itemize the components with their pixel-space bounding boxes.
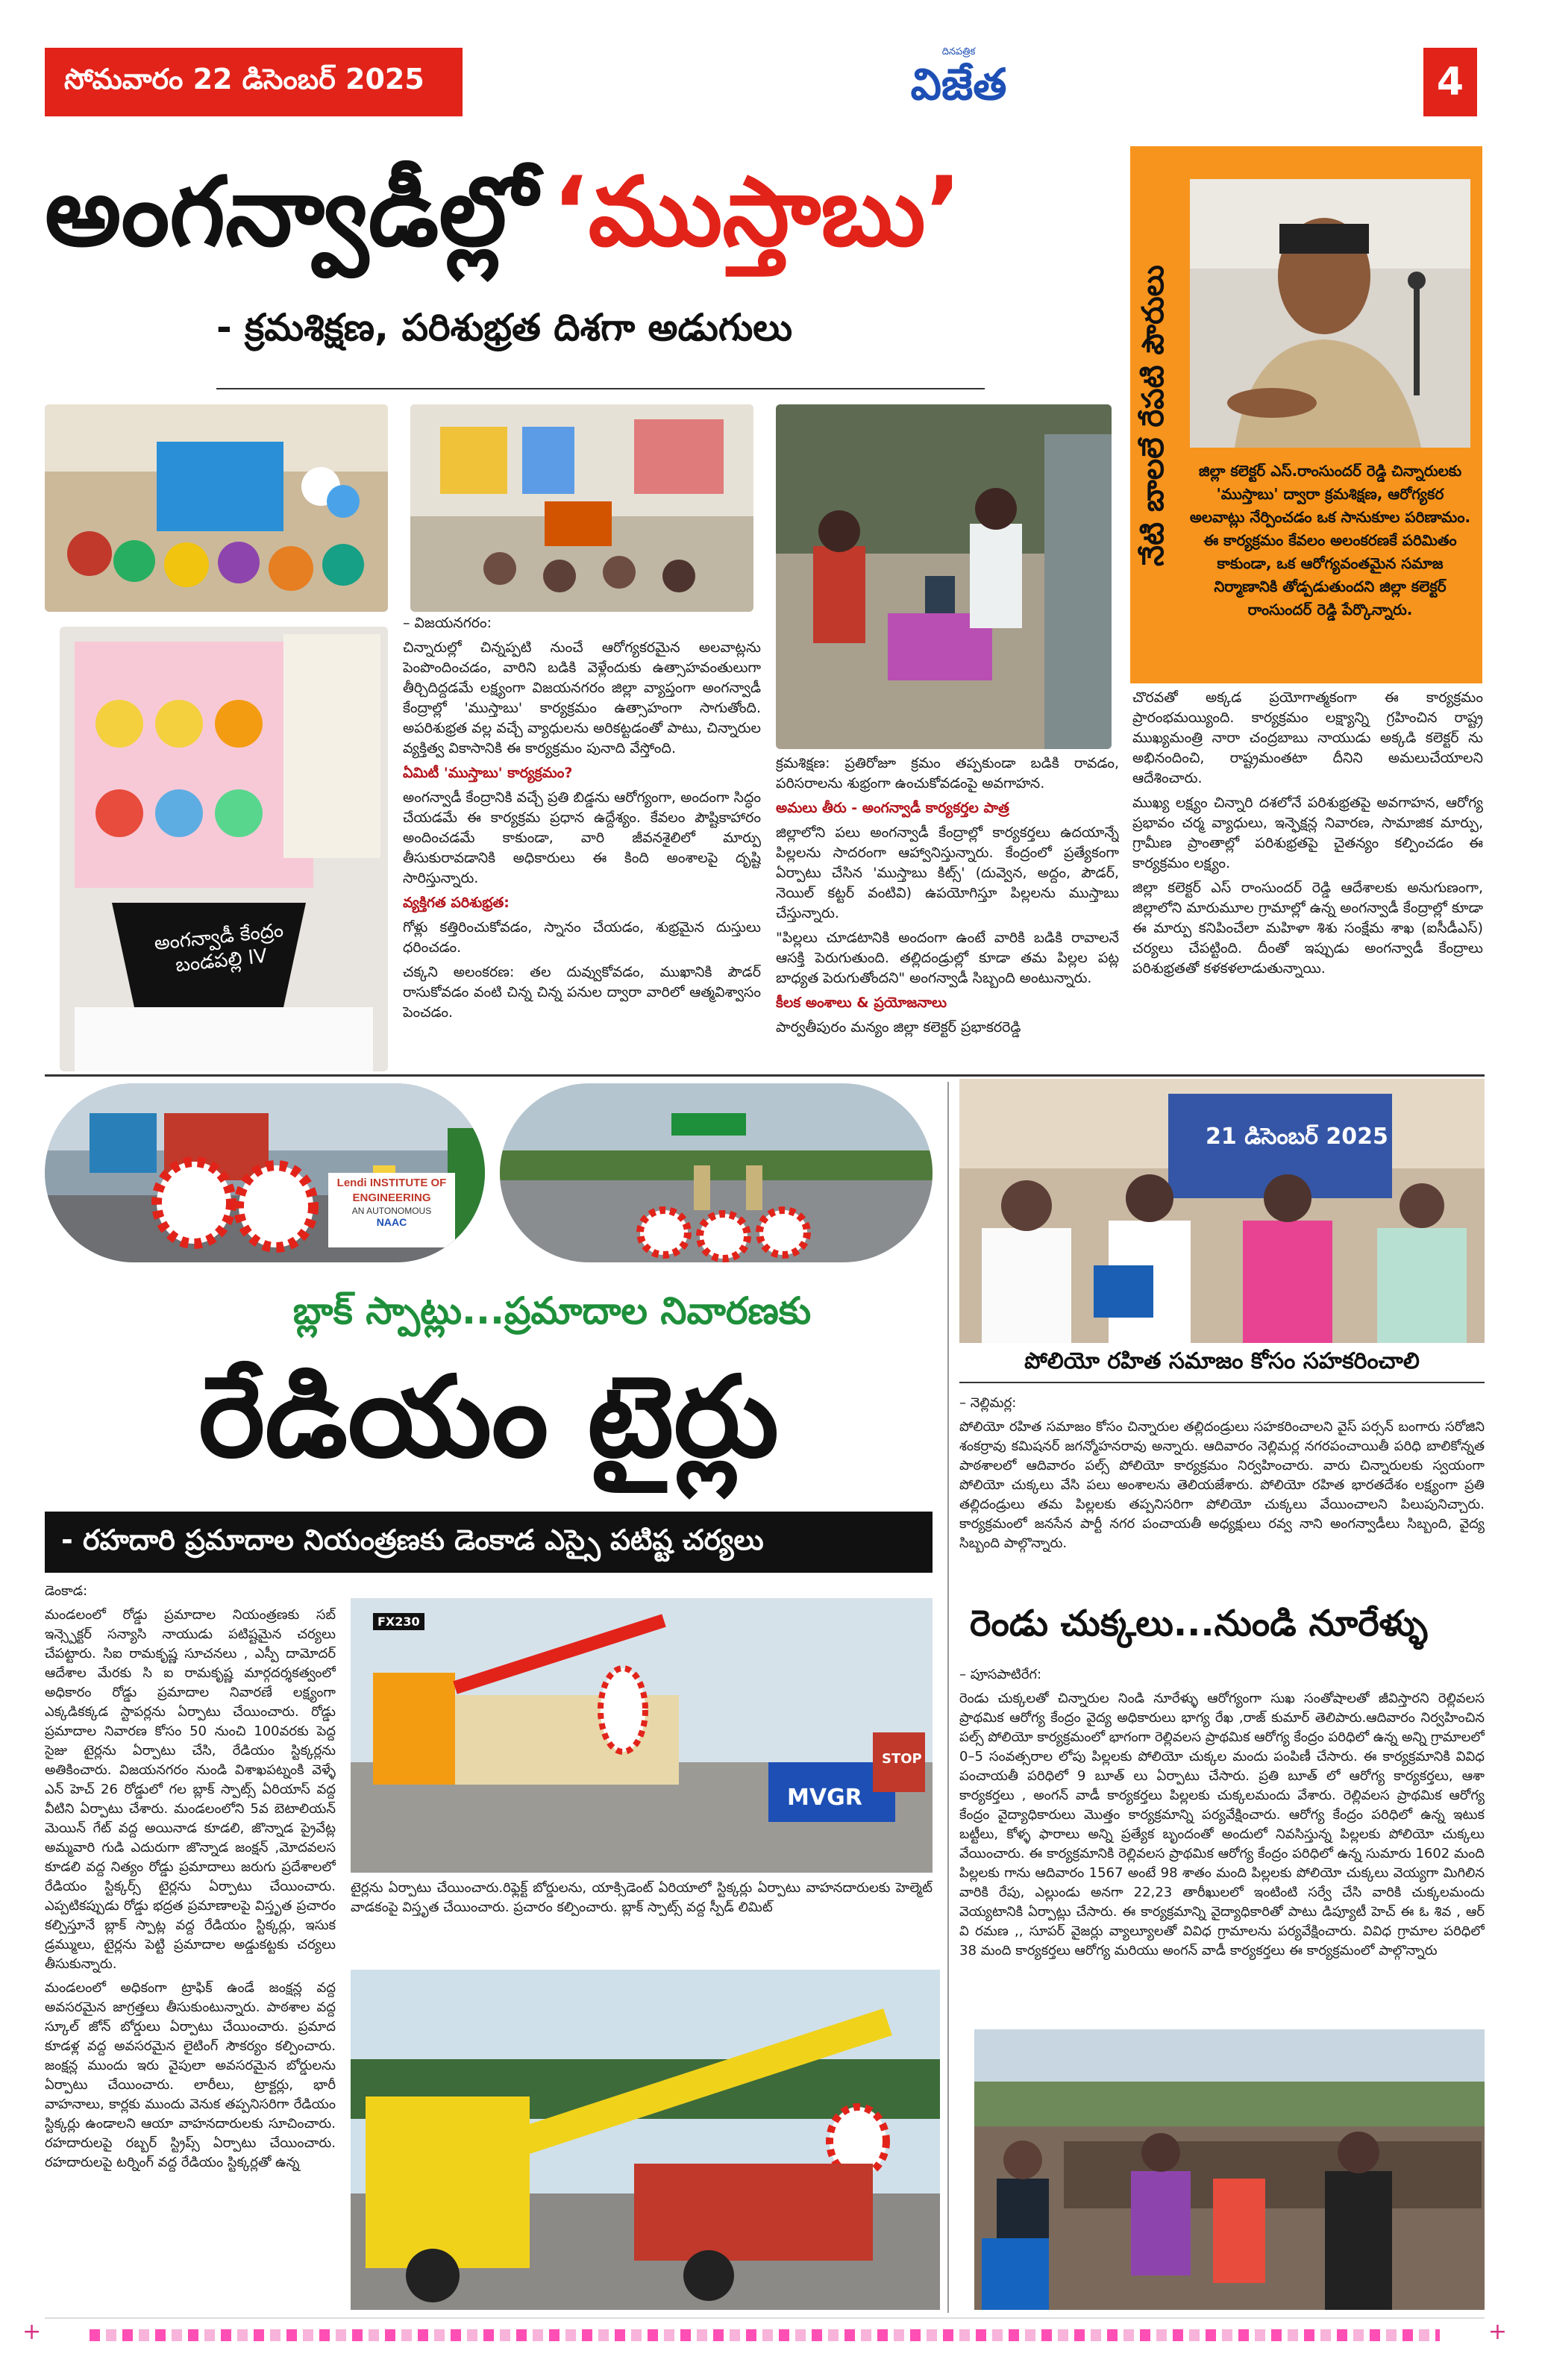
anganwadi-photo-emoji-board: [60, 627, 388, 1071]
polio-banner-date: 21 డిసెంబర్ 2025: [1206, 1124, 1388, 1150]
story1-col1-p2: అంగన్వాడీ కేంద్రానికి వచ్చే ప్రతి బిడ్డను ఆరోగ్యంగా, అందంగా సిద్ధం చేయడమే ఈ కార్యక్రమ ప్రధాన ఉద్దేశ్యం. కేవలం పౌష్టికాహారం అందించడమే కాకుండా, వారి జీవనశైలిలో మార్పు తీసుకురావడానికి అధికారులు ఈ కింది అంశాలపై దృష్టి సారిస్తున్నారు.: [403, 789, 761, 886]
story1-column-2: [776, 754, 1119, 1070]
sidebar-caption: జిల్లా కలెక్టర్ ఎస్.రాంసుందర్ రెడ్డి చిన్నారులకు 'ముస్తాబు' ద్వారా క్రమశిక్షణ, ఆరోగ్యకర అలవాట్లు నేర్పించడం ఒక సానుకూల పరిణామం. ఈ కార్యక్రమం కేవలం అలంకరణకే పరిమితం కాకుండా, ఒక ఆరోగ్యవంతమైన సమాజ నిర్మాణానికి తోడ్పడుతుందని జిల్లా కలెక్టర్ రాంసుందర్ రెడ్డి పేర్కొన్నారు.: [1189, 462, 1471, 619]
pulse-polio-photo-brick-kiln: [974, 2029, 1485, 2310]
crane-label: FX230: [373, 1613, 424, 1630]
story2-subhead-band: [45, 1512, 933, 1573]
masthead-logo: [865, 46, 1052, 121]
footer-right-mark: +: [1488, 2319, 1507, 2345]
story1-col1-p1: చిన్నారుల్లో చిన్నప్పటి నుంచే ఆరోగ్యకరమైన అలవాట్లను పెంపొందించడం, వారిని బడికి వెళ్లేందుకు ఉత్సాహవంతులుగా తీర్చిదిద్దడమే లక్ష్యంగా విజయనగరం జిల్లా వ్యాప్తంగా అంగన్వాడీ కేంద్రాల్లో 'ముస్తాబు' కార్యక్రమం ఉత్సాహంగా సాగుతోంది. అపరిశుభ్రత వల్ల వచ్చే వ్యాధులను అరికట్టడంతో పాటు, చిన్నారుల వ్యక్తిత్వ వికాసానికి ఈ కార్యక్రమం పునాది వేస్తోంది.: [403, 639, 761, 757]
story1-col1-p3: గోళ్లు కత్తిరించుకోవడం, స్నానం చేయడం, శుభ్రమైన దుస్తులు ధరించడం.: [403, 919, 761, 956]
story2-subhead: - రహదారి ప్రమాదాల నియంత్రణకు డెంకాడ ఎస్సై పటిష్ట చర్యలు: [61, 1523, 764, 1556]
story2-headline: రేడియం టైర్లు: [198, 1353, 779, 1482]
story3-body: [959, 1394, 1485, 1586]
story4-headline: రెండు చుక్కలు...నుండి నూరేళ్ళు: [970, 1603, 1428, 1644]
anganwadi-photo-child-mirror: [776, 404, 1112, 749]
anganwadi-photo-children-class: [45, 404, 388, 612]
story1-col2-h1: అమలు తీరు - అంగన్వాడీ కార్యకర్తల పాత్ర: [776, 800, 1009, 816]
story3-dateline: – నెల్లిమర్ల:: [959, 1395, 1017, 1411]
story1-headline-b: ‘ముస్తాబు’: [551, 157, 962, 268]
footer-left-mark: +: [22, 2319, 42, 2345]
story1-col2-h2: కీలక అంశాలు & ప్రయోజనాలు: [776, 995, 947, 1011]
stop-sign: STOP: [882, 1751, 922, 1767]
story1-col2-p1: క్రమశిక్షణ: ప్రతిరోజూ క్రమం తప్పకుండా బడికి రావడం, పరిసరాలను శుభ్రంగా ఉంచుకోవడంపై అవగాహన.: [776, 755, 1119, 792]
footer-pattern: [90, 2329, 1440, 2341]
story1-col2-p2: జిల్లాలోని పలు అంగన్వాడీ కేంద్రాల్లో కార్యకర్తలు ఉదయాన్నే పిల్లలను సాదరంగా ఆహ్వానిస్తున్నారు. కేంద్రంలో ప్రత్యేకంగా ఏర్పాటు చేసిన 'ముస్తాబు కిట్స్' (దువ్వెన, అద్దం, పౌడర్, నెయిల్ కట్టర్ వంటివి) ఉపయోగిస్తూ పిల్లలను ముస్తాబు చేస్తున్నారు.: [776, 824, 1119, 921]
story1-col1-h2: వ్యక్తిగత పరిశుభ్రత:: [403, 895, 510, 911]
college-banner-name: Lendi INSTITUTE OF ENGINEERING: [336, 1177, 447, 1204]
story2-column-1: [45, 1582, 336, 2328]
story4-dateline: – పూసపాటిరేగ:: [959, 1667, 1042, 1682]
story1-subhead-rule: [216, 388, 985, 389]
story1-headline: [45, 149, 1134, 276]
section-divider: [45, 1074, 1485, 1077]
story1-subhead: - క్రమశిక్షణ, పరిశుభ్రత దిశగా అడుగులు: [216, 306, 793, 349]
story1-col3-p1: చొరవతో అక్కడ ప్రయోగాత్మకంగా ఈ కార్యక్రమం ప్రారంభమయ్యింది. కార్యక్రమం లక్ష్యాన్ని గ్రహించిన రాష్ట్ర ముఖ్యమంత్రి నారా చంద్రబాబు నాయుడు అక్కడి కలెక్టర్ ను అభినందించి, రాష్ట్రమంతటా దీనిని అమలుచేయాలని ఆదేశించారు.: [1132, 689, 1483, 786]
story3-text: పోలియో రహిత సమాజం కోసం చిన్నారుల తల్లిదండ్రులు సహకరించాలని వైస్ పర్సన్ బంగారు సరోజిని శంకర్రావు కమిషనర్ జగన్మోహనరావు అన్నారు. ఆదివారం నెల్లిమర్ల నగరపంచాయితీ పరిధి బాలికోన్నత పాఠశాలలో ఆదివారం పల్స్ పోలియో కార్యక్రమం నిర్వహించారు. వారు చిన్నారులకు స్వయంగా పోలియో చుక్కలు వేసి పలు అంశాలను తెలియజేశారు. పోలియో రహిత భారతదేశం లక్ష్యంగా ప్రతి తల్లిదండ్రులు తమ పిల్లలకు తప్పనిసరిగా పోలియో చుక్కలు వేయించాలని పిలుపునిచ్చారు. కార్యక్రమంలో జనసేన పార్టీ నగర పంచాయతీ అధ్యక్షులు రవ్వ నాని అంగన్వాడీలు సిబ్బంది, వైద్య సిబ్బంది పాల్గొన్నారు.: [959, 1419, 1485, 1551]
story1-col1-h1: ఏమిటీ 'ముస్తాబు' కార్యక్రమం?: [403, 765, 573, 781]
masthead-date: సోమవారం 22 డిసెంబర్ 2025: [64, 63, 424, 95]
story2-kicker: బ్లాక్ స్పాట్లు...ప్రమాదాల నివారణకు: [292, 1289, 812, 1333]
story4-text: రెండు చుక్కలతో చిన్నారుల నిండి నూరేళ్ళు ఆరోగ్యంగా సుఖ సంతోషాలతో జీవిస్తారని రెల్లివలస ప్రాథమిక ఆరోగ్య కేంద్రం వైద్య అధికారులు భాగ్య రేఖ ,రాజ్ కుమార్ తెలిపారు.ఆదివారం నిర్వహించిన పల్స్ పోలియో కార్యక్రమంలో భాగంగా రెల్లివలస ప్రాథమిక ఆరోగ్య కేంద్రం పరిధిలో ఉన్న అన్ని గ్రామాలలో 0–5 సంవత్సరాల లోపు పిల్లలకు పోలియో చుక్కల మందు పంపిణీ చేసారు. ఈ కార్యక్రమానికి వివిధ పంచాయతీ పరిధిలో 9 బూత్ లు ఏర్పాటు చేసారు. ప్రతి బూత్ లో ఆరోగ్య కార్యకర్తలు, ఆశా కార్యకర్తలు , అంగన్ వాడీ కార్యకర్తలు పిల్లలకు చుక్కలమందు వేశారు. రెల్లివలస ప్రాథమిక ఆరోగ్య కేంద్రం వైద్యాధికారులు మొత్తం కార్యక్రమాన్ని పర్యవేక్షించారు. ఆరోగ్య కేంద్రం పరిధిలో ఉన్న ఇటుక బట్టీలు, కోళ్ళ ఫారాలు అన్ని ప్రత్యేక బృందంతో అందులో నివసిస్తున్న పిల్లలకు పోలియో చుక్కలు వేయించారు. ఈ కార్యక్రమానికి రెల్లివలస ప్రాథమిక ఆరోగ్య కేంద్రం పరిధిలో ఉన్న సుమారు 1602 మంది పిల్లలకు గాను ఆదివారం 1567 అంటే 98 శాతం మంది పిల్లలకు పోలియో చుక్కలు వెయ్యగా మిగిలిన వారికి రేపు, ఎల్లుండు అనగా 22,23 తారీఖులలో ఇంటింటి సర్వే చేసి వారికి చుక్కలమందు వెయ్యటానికి ఏర్పాట్లు చేసారు. ఈ కార్యక్రమాన్ని వైద్యాధికారితో పాటు డిప్యూటీ హెచ్ ఈ ఓ శివ , ఆర్ వి రమణ ,, సూపర్ వైజర్లు వ్యాల్యూలతో వివిధ గ్రామాలను పర్యవేక్షించారు. వివిధ గ్రామాల పరిధిలో 38 మంది కార్యకర్తలు ఆరోగ్య మరియు అంగన్ వాడీ కార్యకర్తలు ఈ కార్యక్రమంలో పాల్గొన్నారు: [959, 1691, 1485, 1958]
masthead-page-number-box: [1423, 48, 1477, 116]
masthead-date-band: [45, 48, 463, 116]
story1-col3-p3: జిల్లా కలెక్టర్ ఎస్ రాంసుందర్ రెడ్డి ఆదేశాలకు అనుగుణంగా, జిల్లాలోని మారుమూల గ్రామాల్లో ఉన్న అంగన్వాడీ కేంద్రాల్లో కూడా ఈ మార్పు కనిపించేలా మహిళా శిశు సంక్షేమ శాఖ (ఐసీడీఎస్) చర్యలు చేపట్టింది. దీంతో ఇప్పుడు అంగన్వాడీ కేంద్రాలు పరిశుభ్రతతో కళకళలాడుతున్నాయి.: [1132, 880, 1483, 977]
anganwadi-photo-classroom: [410, 404, 753, 612]
story2-col1-p2: మండలంలో అధికంగా ట్రాఫిక్ ఉండే జంక్షన్ల వద్ద అవసరమైన జాగ్రత్తలు తీసుకుంటున్నారు. పాఠశాల వద్ద స్కూల్ జోన్ బోర్డులు ఏర్పాటు చేయించారు. ప్రమాద కూడళ్ల వద్ద అవసరమైన లైటింగ్ సౌకర్యం కల్పించారు. జంక్షన్ల ముందు ఇరు వైపులా అవసరమైన బోర్డులను ఏర్పాటు చేయించారు. లారీలు, ట్రాక్టర్లు, భారీ వాహనాలు, కార్లకు ముందు వెనుక తప్పనిసరిగా రేడియం స్టిక్కర్లు ఉండాలని ఆయా వాహనదారులకు సూచించారు. రహదారులపై రబ్బర్ స్ట్రిప్స్ ఏర్పాటు చేయించారు. రహదారులపై టర్నింగ్ వద్ద రేడియం స్టిక్కర్లతో ఉన్న: [45, 1980, 336, 2170]
collector-photo: [1190, 179, 1470, 448]
story1-col2-p4: పార్వతీపురం మన్యం జిల్లా కలెక్టర్ ప్రభాకరరెడ్డి: [776, 1019, 1021, 1036]
college-banner-autonomous: AN AUTONOMOUS: [351, 1206, 432, 1216]
page-number: 4: [1436, 60, 1464, 104]
masthead-tagline: దినపత్రిక: [941, 46, 976, 57]
story2-dateline: డెంకాడ:: [45, 1583, 88, 1599]
story1-col1-p4: చక్కని అలంకరణ: తల దువ్వుకోవడం, ముఖానికి పౌడర్ రాసుకోవడం వంటి చిన్న చిన్న పనుల ద్వారా వారిలో ఆత్మవిశ్వాసం పెంచడం.: [403, 964, 761, 1021]
story3-caption-rule: [959, 1382, 1485, 1383]
masthead-logo-text: విజేత: [910, 59, 1007, 110]
story1-col3-p2: ముఖ్య లక్ష్యం చిన్నారి దశలోనే పరిశుభ్రతపై అవగాహన, ఆరోగ్య ప్రభావం చర్మ వ్యాధులు, ఇన్ఫెక్షన్ల నివారణ, సామాజిక మార్పు, గ్రామీణ ప్రాంతాల్లో పరిశుభ్రతపై చైతన్యం కల్పించడం ఈ కార్యక్రమం లక్ష్యం.: [1132, 795, 1483, 871]
footer-decorative-strip: [22, 2317, 1507, 2345]
radium-tyres-photo-crane-yellow: [351, 1970, 940, 2310]
story3-caption: పోలియో రహిత సమాజం కోసం సహకరించాలి: [1024, 1348, 1420, 1374]
story2-col1-p1: మండలంలో రోడ్డు ప్రమాదాల నియంత్రణకు సబ్ ఇన్స్పెక్టర్ సన్యాసి నాయుడు పటిష్టమైన చర్యలు చేపట్టారు. సిఐ రామకృష్ణ సూచనలు , ఎస్పీ దామోదర్ ఆదేశాల మేరకు సి ఐ రామకృష్ణ మార్గదర్శకత్వంలో అధికారం రోడ్డు ప్రమాదాల నివారణే లక్ష్యంగా ఎక్కడికక్కడ స్టాపర్లను ఏర్పాటు చేయించారు. రోడ్డు ప్రమాదాల నివారణ కోసం 50 నుంచి 100వరకు పెద్ద సైజు టైర్లను ఏర్పాటు చేసి, రేడియం స్టిక్కర్లను అతికించారు. విజయనగరం నుండి విశాఖపట్నంకి వెళ్ళే ఎన్ హెచ్ 26 రోడ్డులో గల బ్లాక్ స్పాట్స్ ఏరియాస్ వద్ద వీటిని ఏర్పాటు చేశారు. మండలంలోని 5వ బెటాలియన్ మెయిన్ గేట్ వద్ద అయినాడ కూడలి, జొన్నాడ ప్రైవేట్ల అమ్మవారి గుడి ఎదురుగా జొన్నాడ జంక్షన్ ,మోదవలస కూడలి వద్ద నిత్యం రోడ్డు ప్రమాదాలు జరుగు ప్రదేశాలలో రేడియం స్టిక్కర్స్ టైర్లను ఏర్పాటు చేయించారు. ఎప్పటికప్పుడు రోడ్డు భద్రత ప్రమాణాలపై విస్తృత ప్రచారం కల్పిస్తూనే బ్లాక్ స్పాట్ల వద్ద రేడియం స్టిక్కర్లు, ఇసుక డ్రమ్ములు, టైర్లను పెట్టి ప్రమాదాల అడ్డుకట్టకు చర్యలు తీసుకున్నారు.: [45, 1607, 336, 1972]
mvgr-sign: MVGR: [787, 1785, 862, 1811]
anganwadi-sign: అంగన్వాడీ కేంద్రం బండపల్లి IV: [153, 919, 285, 977]
story1-column-1: [403, 613, 761, 1070]
sidebar-vertical-title: నేటి బాలలే రేపటి పౌరులు: [1136, 265, 1170, 566]
story1-sidebar: [1130, 146, 1482, 683]
story2-mid-text: టైర్లను ఏర్పాటు చేయించారు.రిఫ్లెక్ట్ బోర్డులను, యాక్సిడెంట్ ఏరియాలో స్టిక్కర్లు ఏర్పాటు వాహనదారులకు హెల్మెట్ వాడకంపై విస్తృత చేయించారు. ప్రచారం కల్పించారు. బ్లాక్ స్పాట్స్ వద్ద స్పీడ్ లిమిట్: [351, 1880, 933, 1915]
story4-body: [959, 1665, 1485, 2016]
story1-column-3: [1132, 688, 1483, 1070]
story1-dateline: – విజయనగరం:: [403, 615, 492, 631]
story2-vertical-rule: [947, 1082, 949, 2313]
story1-col2-p3: "పిల్లలు చూడటానికి అందంగా ఉంటే వారికి బడికి రావాలనే ఆసక్తి పెరుగుతుంది. తల్లిదండ్రుల్లో కూడా తమ పిల్లల పట్ల బాధ్యత పెరుగుతోందని" అంగన్వాడీ సిబ్బంది అంటున్నారు.: [776, 930, 1119, 986]
college-banner: [328, 1173, 455, 1247]
radium-tyres-photo-crane-truck: [351, 1598, 933, 1873]
radium-tyres-photo-highway: [500, 1083, 933, 1262]
polio-photo-vaccination: [959, 1079, 1485, 1343]
story1-headline-a: అంగన్వాడీల్లో: [45, 157, 537, 268]
college-banner-naac: NAAC: [376, 1216, 407, 1228]
radium-tyres-photo-college: [45, 1083, 485, 1262]
